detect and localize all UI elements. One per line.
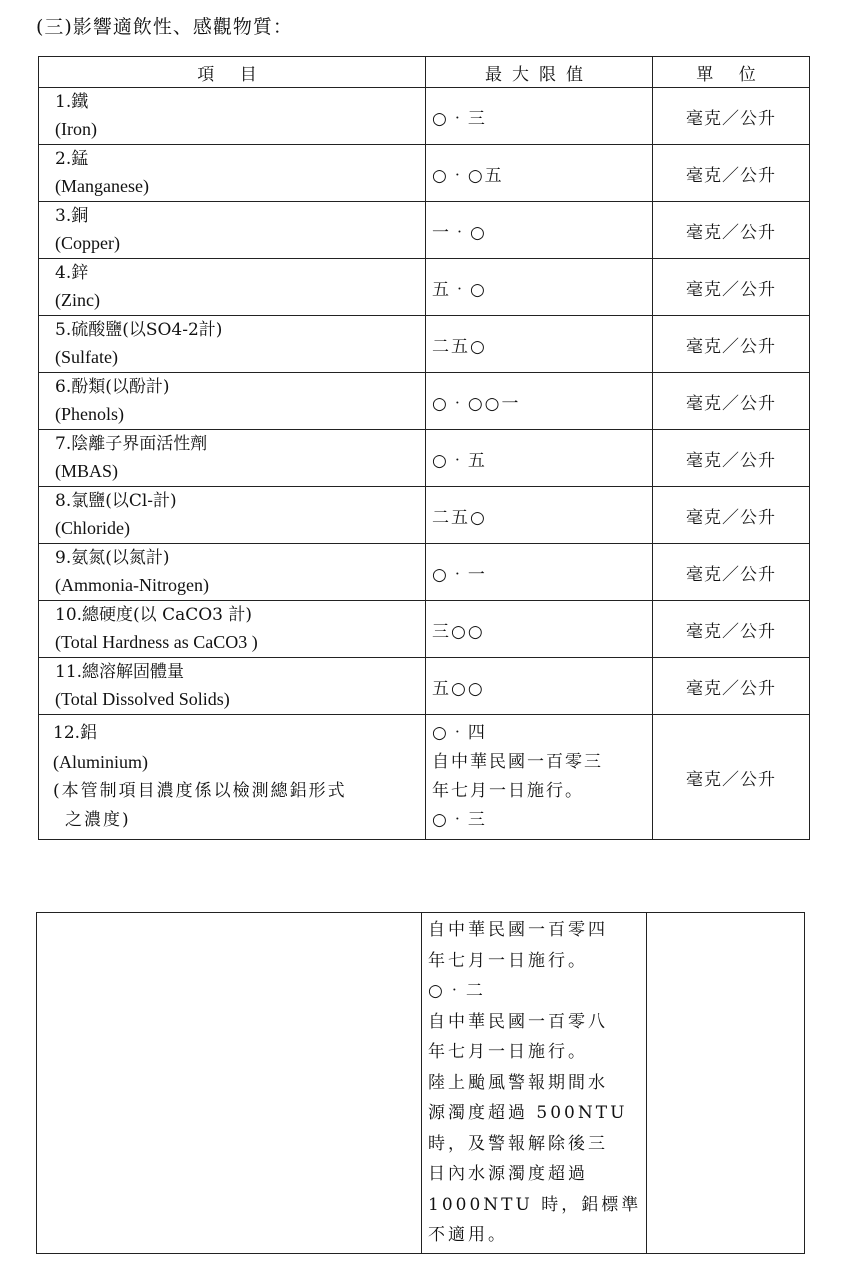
continuation-line: 源濁度超過 500NTU: [428, 1103, 628, 1123]
table-row: [39, 544, 810, 601]
item-name-zh: 8.氯鹽(以Cl-計): [55, 491, 177, 511]
aluminium-note: (本管制項目濃度係以檢測總鋁形式: [53, 781, 347, 801]
continuation-line: 年七月一日施行。: [428, 950, 588, 971]
item-name-zh: 9.氨氮(以氮計): [55, 548, 170, 568]
unit-cell: 毫克／公升: [653, 316, 810, 373]
item-name-en: (Zinc): [55, 290, 100, 310]
unit-cell: 毫克／公升: [653, 601, 810, 658]
item-name-cell: [39, 88, 426, 145]
item-name-zh: 12.鋁: [53, 723, 98, 743]
continuation-line: 1000NTU 時，鋁標準: [428, 1194, 642, 1215]
aluminium-value-line: ○‧四: [432, 723, 487, 743]
item-name-zh: 5.硫酸鹽(以SO4-2計): [55, 320, 223, 340]
table-row: [39, 202, 810, 259]
continuation-row: [37, 913, 805, 1254]
table-row: [39, 259, 810, 316]
item-name-cell: [39, 715, 426, 840]
unit-cell: 毫克／公升: [653, 202, 810, 259]
item-name-en: (Aluminium): [53, 752, 148, 772]
item-name-en: (Ammonia-Nitrogen): [55, 575, 209, 595]
unit-cell: 毫克／公升: [653, 145, 810, 202]
continuation-line: 陸上颱風警報期間水: [428, 1072, 608, 1093]
item-name-zh: 11.總溶解固體量: [55, 662, 185, 682]
item-name-zh: 10.總硬度(以 CaCO3 計): [55, 605, 253, 625]
aluminium-note-cont: 之濃度): [65, 810, 131, 830]
item-name-zh: 1.鐵: [55, 92, 89, 112]
table-row: [39, 316, 810, 373]
item-name-cell: [39, 487, 426, 544]
column-header-item: 項 目: [39, 57, 426, 88]
aluminium-value-line: ○‧三: [432, 810, 487, 830]
max-value-cell: ○‧○五: [426, 145, 653, 202]
aluminium-value-line: 年七月一日施行。: [432, 781, 584, 801]
unit-cell: 毫克／公升: [653, 487, 810, 544]
table-row: [39, 601, 810, 658]
item-name-zh: 6.酚類(以酚計): [55, 377, 170, 397]
item-name-en: (Copper): [55, 233, 120, 253]
max-value-cell: ○‧一: [426, 544, 653, 601]
item-name-zh: 4.鋅: [55, 263, 89, 283]
item-name-zh: 7.陰離子界面活性劑: [55, 434, 208, 454]
item-name-cell: [39, 658, 426, 715]
section-heading: (三)影響適飲性、感觀物質：: [36, 16, 293, 38]
continuation-value-cell: [422, 913, 647, 1254]
item-name-cell: [39, 259, 426, 316]
unit-cell: 毫克／公升: [653, 658, 810, 715]
item-name-en: (Manganese): [55, 176, 149, 196]
unit-cell: 毫克／公升: [653, 430, 810, 487]
unit-cell: 毫克／公升: [653, 544, 810, 601]
max-value-cell: ○‧○○一: [426, 373, 653, 430]
max-value-cell: ○‧五: [426, 430, 653, 487]
table-row: [39, 373, 810, 430]
table-row: [39, 145, 810, 202]
item-name-cell: [39, 202, 426, 259]
continuation-line: 自中華民國一百零八: [428, 1011, 608, 1032]
table-row: [39, 487, 810, 544]
item-name-cell: [39, 601, 426, 658]
item-name-cell: [39, 544, 426, 601]
item-name-cell: [39, 145, 426, 202]
max-value-cell: 二五○: [426, 487, 653, 544]
column-header-max-value: 最大限值: [426, 57, 653, 88]
max-value-cell: 一‧○: [426, 202, 653, 259]
unit-cell: 毫克／公升: [653, 88, 810, 145]
max-value-cell: ○‧三: [426, 88, 653, 145]
table-header-row: [39, 57, 810, 88]
max-value-cell: 三○○: [426, 601, 653, 658]
item-name-en: (Iron): [55, 119, 97, 139]
item-name-en: (MBAS): [55, 461, 119, 481]
max-value-cell: 二五○: [426, 316, 653, 373]
continuation-table: [36, 912, 805, 1254]
table-row: [39, 430, 810, 487]
unit-cell: 毫克／公升: [653, 715, 810, 840]
table-row: [39, 658, 810, 715]
continuation-line: 時，及警報解除後三: [428, 1133, 608, 1154]
aluminium-value-line: 自中華民國一百零三: [432, 752, 603, 772]
item-name-en: (Total Hardness as CaCO3 ): [55, 632, 258, 652]
max-value-cell: 五‧○: [426, 259, 653, 316]
max-value-cell: 五○○: [426, 658, 653, 715]
continuation-line: 日內水源濁度超過: [428, 1164, 588, 1184]
standards-table: [38, 56, 810, 840]
table-row-aluminium: [39, 715, 810, 840]
item-name-cell: [39, 373, 426, 430]
continuation-line: 年七月一日施行。: [428, 1042, 588, 1062]
continuation-unit-cell: [647, 913, 805, 1254]
item-name-en: (Sulfate): [55, 347, 118, 367]
item-name-zh: 2.錳: [55, 149, 89, 169]
column-header-unit: 單 位: [653, 57, 810, 88]
continuation-line: 自中華民國一百零四: [428, 920, 608, 940]
item-name-zh: 3.銅: [55, 206, 89, 226]
item-name-cell: [39, 430, 426, 487]
continuation-line: ○‧二: [428, 981, 486, 1001]
item-name-en: (Total Dissolved Solids): [55, 689, 230, 709]
item-name-en: (Chloride): [55, 518, 130, 538]
table-row: [39, 88, 810, 145]
unit-cell: 毫克／公升: [653, 373, 810, 430]
item-name-en: (Phenols): [55, 404, 124, 424]
item-name-cell: [39, 316, 426, 373]
continuation-line: 不適用。: [428, 1225, 508, 1245]
unit-cell: 毫克／公升: [653, 259, 810, 316]
continuation-item-cell: [37, 913, 422, 1254]
max-value-cell: [426, 715, 653, 840]
